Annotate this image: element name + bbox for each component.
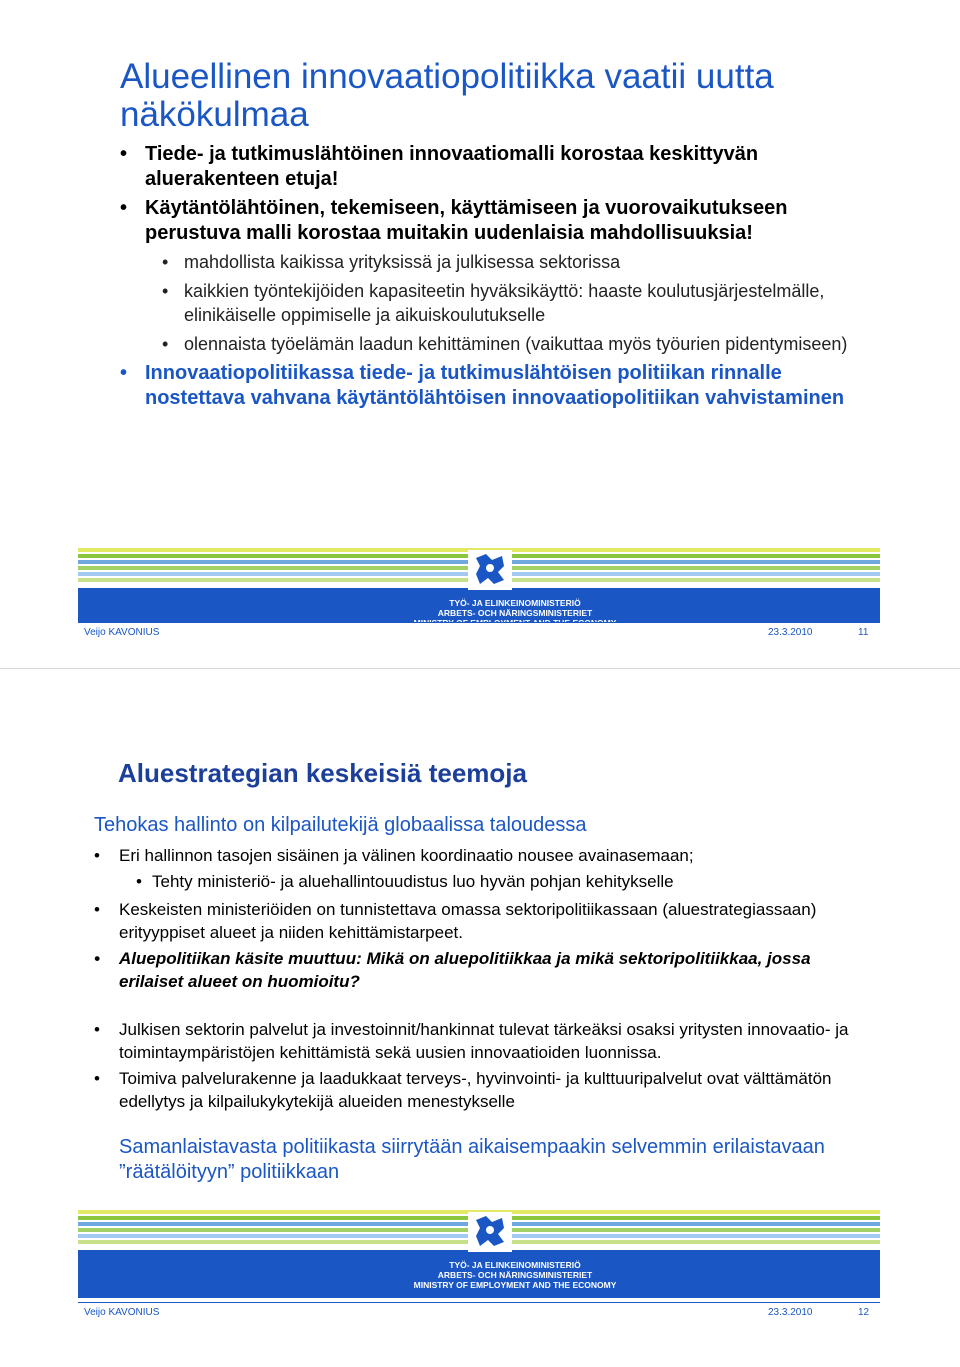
footer-page-number: 12 bbox=[858, 1307, 870, 1318]
ministry-name-sv: ARBETS- OCH NÄRINGSMINISTERIET bbox=[437, 1270, 593, 1280]
bullet-item: • Keskeisten ministeriöiden on tunnistettava omassa sektoripolitiikassaan (aluestrategiassaan) erityyppiset alueet ja niiden kehittämistarpeet. bbox=[94, 898, 874, 944]
ministry-name-sv: ARBETS- OCH NÄRINGSMINISTERIET bbox=[437, 608, 593, 618]
bullet-item-emphasis: • Aluepolitiikan käsite muuttuu: Mikä on aluepolitiikkaa ja mikä sektoripolitiikkaa, jossa erilaiset alueet on huomioitu? bbox=[94, 947, 874, 993]
footer-author: Veijo KAVONIUS bbox=[84, 627, 160, 638]
slide-body bbox=[94, 812, 874, 1205]
bullet-item: • Julkisen sektorin palvelut ja investoinnit/hankinnat tulevat tärkeäksi osaksi yritysten innovaatio- ja toimintaympäristöjen kehittämistä sekä uusien innovaatioiden luonnissa. bbox=[94, 1018, 874, 1064]
slide-title: Alueellinen innovaatiopolitiikka vaatii uutta näkökulmaa bbox=[120, 57, 774, 134]
sub-bullet-item: • Tehty ministeriö- ja aluehallintouudistus luo hyvän pohjan kehitykselle bbox=[132, 870, 874, 893]
footer-page-number: 11 bbox=[858, 627, 869, 638]
bullet-item-highlight: • Innovaatiopolitiikassa tiede- ja tutkimuslähtöisen politiikan rinnalle nostettava vahvana käytäntölähtöisen innovaatiopolitiikan vahvistaminen bbox=[120, 361, 860, 411]
page-divider bbox=[0, 668, 960, 669]
slide-footer bbox=[78, 1302, 880, 1323]
footer-band bbox=[78, 1210, 880, 1298]
ministry-name-en: MINISTRY OF EMPLOYMENT AND THE ECONOMY bbox=[413, 1280, 617, 1290]
ministry-logo bbox=[378, 1210, 648, 1298]
ministry-name-fi: TYÖ- JA ELINKEINOMINISTERIÖ bbox=[449, 1260, 581, 1270]
bullet-item: • Toimiva palvelurakenne ja laadukkaat terveys-, hyvinvointi- ja kulttuuripalvelut ovat välttämätön edellytys ja kilpailukykytekijä alueiden menestykselle bbox=[94, 1067, 874, 1113]
slide-title: Aluestrategian keskeisiä teemoja bbox=[118, 758, 527, 788]
ministry-name-fi: TYÖ- JA ELINKEINOMINISTERIÖ bbox=[449, 598, 581, 608]
lion-emblem-icon bbox=[468, 550, 512, 590]
footer-date: 23.3.2010 bbox=[768, 627, 813, 638]
footer-author: Veijo KAVONIUS bbox=[84, 1307, 160, 1318]
slide-body bbox=[120, 142, 860, 415]
ministry-name bbox=[390, 1260, 640, 1290]
closing-statement: Samanlaistavasta politiikasta siirrytään aikaisempaakin selvemmin erilaistavaan ”räätälöityyn” politiikkaan bbox=[119, 1136, 825, 1183]
sub-bullet-item: • olennaista työelämän laadun kehittäminen (vaikuttaa myös työurien pidentymiseen) bbox=[158, 332, 860, 356]
sub-bullet-item: • kaikkien työntekijöiden kapasiteetin hyväksikäyttö: haaste koulutusjärjestelmälle, elinikäiselle oppimiselle ja aikuiskoulutukselle bbox=[158, 279, 860, 327]
slide-12 bbox=[0, 680, 960, 1367]
slide-11 bbox=[0, 0, 960, 660]
sub-bullet-item: • mahdollista kaikissa yrityksissä ja julkisessa sektorissa bbox=[158, 250, 860, 274]
bullet-item: • Käytäntölähtöinen, tekemiseen, käyttämiseen ja vuorovaikutukseen perustuva malli korostaa muitakin uudenlaisia mahdollisuuksia! bbox=[120, 196, 860, 246]
lion-emblem-icon bbox=[468, 1212, 512, 1252]
bullet-item: • Tiede- ja tutkimuslähtöinen innovaatiomalli korostaa keskittyvän aluerakenteen etuja! bbox=[120, 142, 860, 192]
slide-subtitle: Tehokas hallinto on kilpailutekijä globaalissa taloudessa bbox=[94, 814, 587, 836]
slide-footer bbox=[78, 622, 880, 643]
footer-date: 23.3.2010 bbox=[768, 1307, 813, 1318]
bullet-item: • Eri hallinnon tasojen sisäinen ja välinen koordinaatio nousee avainasemaan; bbox=[94, 844, 874, 867]
